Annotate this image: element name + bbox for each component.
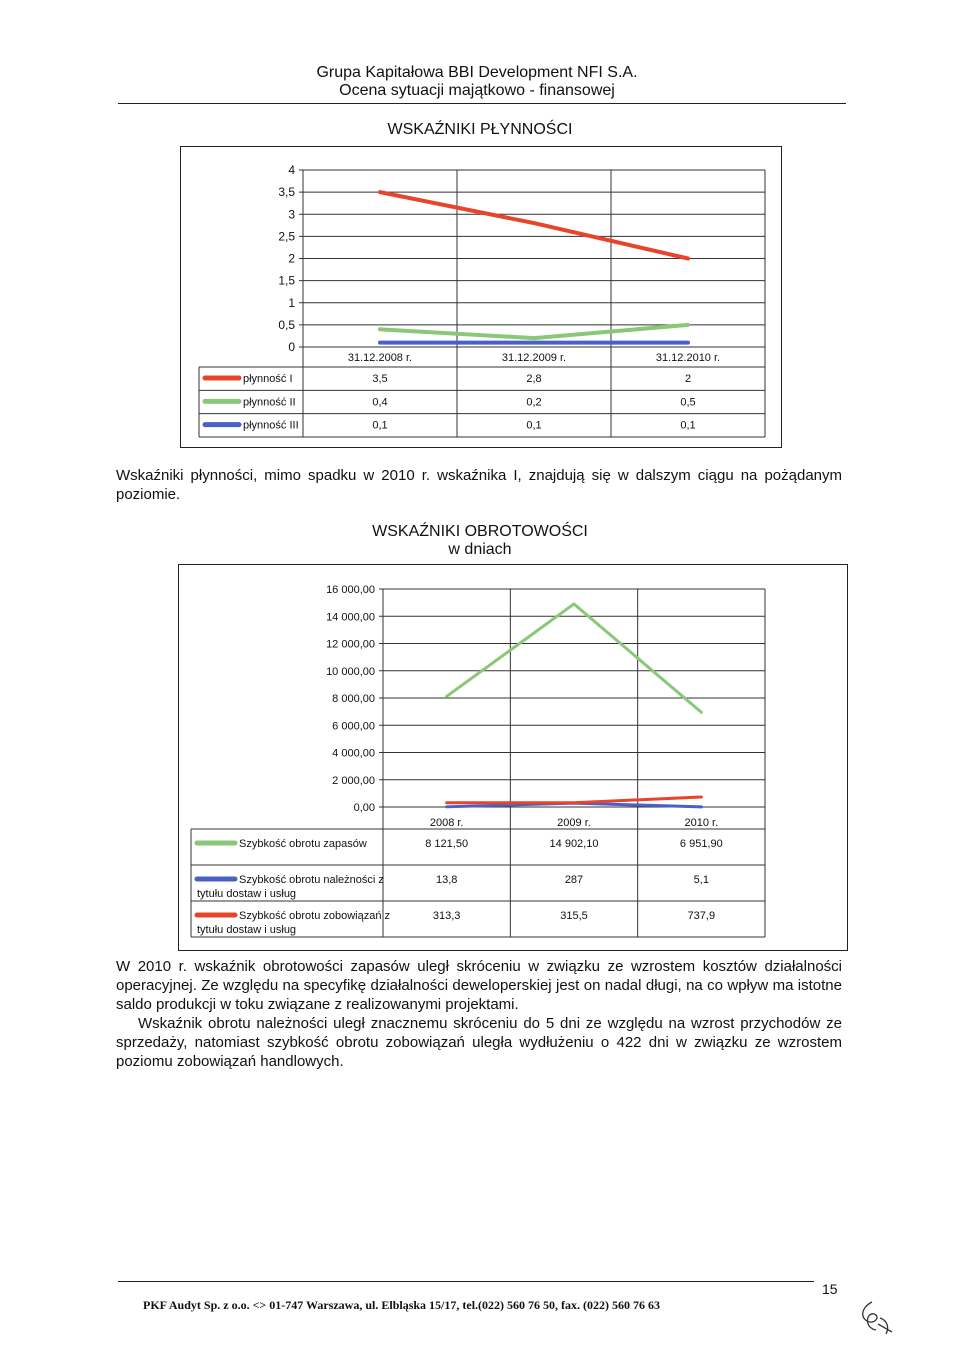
- data-label: 2: [684, 373, 692, 385]
- x-category-label: 2010 r.: [684, 817, 719, 829]
- data-label: 287: [564, 874, 584, 886]
- x-category-label: 31.12.2009 r.: [501, 352, 567, 364]
- chart2-title: WSKAŹNIKI OBROTOWOŚCI: [372, 523, 588, 540]
- x-category-label: 2008 r.: [429, 817, 464, 829]
- data-label: 14 902,10: [549, 838, 599, 850]
- y-tick-label: 0,5: [278, 317, 295, 332]
- data-label: 737,9: [687, 910, 716, 922]
- paragraph-liquidity: [116, 466, 842, 504]
- data-label: 6 951,90: [679, 838, 723, 850]
- y-tick-label: 1: [288, 295, 295, 310]
- data-label: 13,8: [435, 874, 458, 886]
- y-tick-label: 0,00: [353, 802, 375, 814]
- chart1-title: WSKAŹNIKI PŁYNNOŚCI: [387, 121, 573, 138]
- y-tick-label: 3,5: [278, 185, 295, 200]
- x-category-label: 31.12.2010 r.: [655, 352, 721, 364]
- y-tick-label: 16 000,00: [326, 584, 375, 596]
- data-label: 0,1: [372, 419, 388, 432]
- data-label: 0,1: [680, 419, 696, 432]
- data-label: 0,5: [680, 396, 696, 409]
- data-label: 0,1: [526, 419, 542, 432]
- y-tick-label: 3: [288, 207, 295, 222]
- turnover-chart-frame: [178, 564, 848, 951]
- header-rule: [118, 103, 846, 104]
- legend-label: tytułu dostaw i usług: [197, 888, 297, 900]
- paragraph-turnover-text: W 2010 r. wskaźnik obrotowości zapasów uległ skróceniu w związku ze wzrostem kosztów działalności operacyjnej. Ze względu na specyfikę działalności deweloperskiej jest on nadal długi, na co wpływ ma istotne saldo produkcji w toku związane z realizowanymi projektami.: [116, 958, 842, 1013]
- paragraph-receivables-text: Wskaźnik obrotu należności uległ znacznemu skróceniu do 5 dni ze względu na wzrost przychodów ze sprzedaży, natomiast szybkość obrotu zobowiązań uległa wydłużeniu o 422 dni w związku ze wzrostem poziomu zobowiązań handlowych.: [116, 1015, 842, 1070]
- y-tick-label: 0: [288, 340, 295, 354]
- footer-address: PKF Audyt Sp. z o.o. <> 01-747 Warszawa, ul. Elbląska 15/17, tel.(022) 560 76 50, fax. (022) 560 76 63: [143, 1298, 661, 1312]
- legend-label: płynność I: [243, 373, 293, 385]
- series-line: [447, 604, 702, 712]
- y-tick-label: 4 000,00: [332, 747, 375, 760]
- x-category-label: 31.12.2008 r.: [347, 352, 413, 364]
- series-line: [447, 797, 702, 803]
- handwritten-signature: [856, 1298, 896, 1343]
- data-label: 0,4: [372, 396, 388, 409]
- series-line: [380, 192, 688, 258]
- y-tick-label: 14 000,00: [326, 611, 375, 624]
- page-number: 15: [822, 1281, 838, 1297]
- data-label: 0,2: [526, 396, 542, 409]
- liquidity-chart-frame: [180, 146, 782, 448]
- data-label: 3,5: [372, 373, 388, 385]
- legend-label: Szybkość obrotu należności z: [239, 874, 384, 886]
- footer-rule: [118, 1281, 814, 1282]
- y-tick-label: 2 000,00: [332, 774, 375, 787]
- y-tick-label: 12 000,00: [326, 638, 375, 651]
- legend-label: płynność III: [243, 419, 299, 432]
- series-line: [380, 325, 688, 338]
- y-tick-label: 2: [288, 251, 295, 266]
- data-label: 2,8: [526, 373, 542, 385]
- y-tick-label: 10 000,00: [326, 665, 375, 678]
- legend-label: tytułu dostaw i usług: [197, 924, 297, 936]
- liquidity-chart: [181, 147, 781, 447]
- legend-label: Szybkość obrotu zapasów: [239, 838, 367, 850]
- data-label: 313,3: [432, 910, 461, 922]
- data-label: 5,1: [693, 874, 709, 886]
- chart2-subtitle: w dniach: [448, 541, 512, 558]
- y-tick-label: 8 000,00: [332, 693, 375, 705]
- paragraph-liquidity-text: Wskaźniki płynności, mimo spadku w 2010 r. wskaźnika I, znajdują się w dalszym ciągu na pożądanym poziomie.: [116, 467, 842, 503]
- legend-label: Szybkość obrotu zobowiązań z: [239, 910, 391, 922]
- legend-label: płynność II: [243, 396, 296, 409]
- x-category-label: 2009 r.: [557, 817, 591, 829]
- data-label: 315,5: [560, 910, 588, 922]
- y-tick-label: 1,5: [278, 273, 295, 288]
- y-tick-label: 6 000,00: [332, 720, 375, 733]
- y-tick-label: 4: [288, 163, 295, 177]
- paragraph-turnover: [116, 957, 842, 1071]
- data-label: 8 121,50: [425, 838, 469, 850]
- y-tick-label: 2,5: [278, 229, 295, 244]
- turnover-chart: [179, 565, 847, 950]
- header-company: Grupa Kapitałowa BBI Development NFI S.A.: [316, 64, 638, 81]
- header-subtitle: Ocena sytuacji majątkowo - finansowej: [339, 82, 615, 99]
